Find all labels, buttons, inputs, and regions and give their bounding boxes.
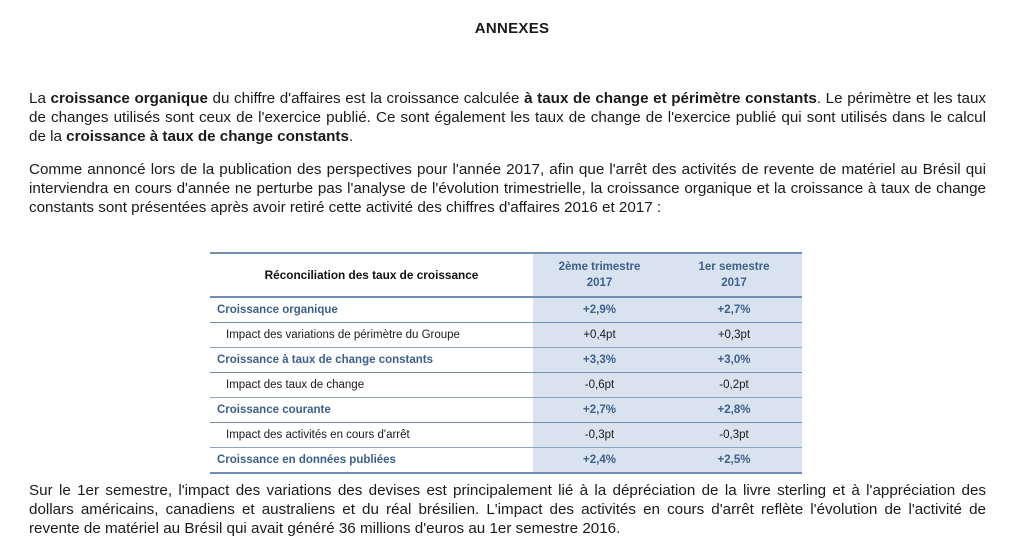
paragraph-brazil-activity: Comme annoncé lors de la publication des perspectives pour l'année 2017, afin que l'arrêt des activités de revente de matériel au Brésil qui interviendra en cours d'année ne perturbe pas l'analyse de l'évolution trimestrielle, la croissance organique et la croissance à taux de change constants sont présentées après avoir retiré cette activité des chiffres d'affaires 2016 et 2017 : — [29, 161, 986, 216]
growth-reconciliation-table — [210, 252, 802, 474]
row-label: Croissance courante — [210, 398, 533, 423]
row-label: Croissance à taux de change constants — [210, 348, 533, 373]
cell-q2: -0,6pt — [533, 373, 666, 398]
table-header-row — [210, 253, 802, 297]
text-run: . — [348, 128, 354, 145]
cell-q2: +0,4pt — [533, 323, 666, 348]
table-row — [210, 398, 802, 423]
cell-q2: +2,9% — [533, 297, 666, 323]
cell-q2: -0,3pt — [533, 423, 666, 448]
header-h1-line2: 2017 — [721, 277, 747, 289]
paragraph-organic-growth-definition — [29, 89, 986, 146]
bold-term-constant-rates-scope: à taux de change et périmètre constants — [524, 90, 817, 107]
cell-q2: +2,7% — [533, 398, 666, 423]
cell-q2: +2,4% — [533, 448, 666, 474]
header-q2-line2: 2017 — [586, 277, 613, 289]
row-label: Croissance organique — [210, 297, 533, 323]
header-h1-line1: 1er semestre — [698, 261, 770, 273]
row-label: Impact des variations de périmètre du Groupe — [210, 323, 533, 348]
header-q2-2017 — [533, 253, 666, 297]
header-h1-2017 — [666, 253, 802, 297]
table-row — [210, 323, 802, 348]
cell-h1: +0,3pt — [666, 323, 802, 348]
cell-h1: +2,8% — [666, 398, 802, 423]
table-row — [210, 423, 802, 448]
table-row — [210, 348, 802, 373]
text-run: . Le périmètre et les taux de changes utilisés sont ceux de l'exercice publié. Ce sont également les taux de change de l'exercice publié qui sont utilisés dans le calcul de la — [29, 90, 986, 145]
cell-h1: +2,7% — [666, 297, 802, 323]
cell-h1: +3,0% — [666, 348, 802, 373]
paragraph-currency-impact: Sur le 1er semestre, l'impact des variations des devises est principalement lié à la dépréciation de la livre sterling et à l'appréciation des dollars américains, canadiens et australiens et du réal brésilien. L'impact des activités en cours d'arrêt reflète l'évolution de l'activité de revente de matériel au Brésil qui avait généré 36 millions d'euros au 1er semestre 2016. — [29, 482, 986, 537]
table-row — [210, 373, 802, 398]
table-row — [210, 297, 802, 323]
row-label: Impact des activités en cours d'arrêt — [210, 423, 533, 448]
bold-term-organic-growth: croissance organique — [50, 90, 208, 107]
cell-q2: +3,3% — [533, 348, 666, 373]
table-row — [210, 448, 802, 474]
cell-h1: -0,3pt — [666, 423, 802, 448]
header-q2-line1: 2ème trimestre — [558, 261, 641, 273]
text-run: La — [29, 90, 51, 107]
bold-term-constant-currency-growth: croissance à taux de change constants — [66, 128, 349, 145]
row-label: Impact des taux de change — [210, 373, 533, 398]
page-title: ANNEXES — [474, 20, 550, 37]
cell-h1: +2,5% — [666, 448, 802, 474]
text-run: du chiffre d'affaires est la croissance calculée — [207, 90, 525, 107]
header-label: Réconciliation des taux de croissance — [210, 253, 533, 297]
cell-h1: -0,2pt — [666, 373, 802, 398]
row-label: Croissance en données publiées — [210, 448, 533, 474]
